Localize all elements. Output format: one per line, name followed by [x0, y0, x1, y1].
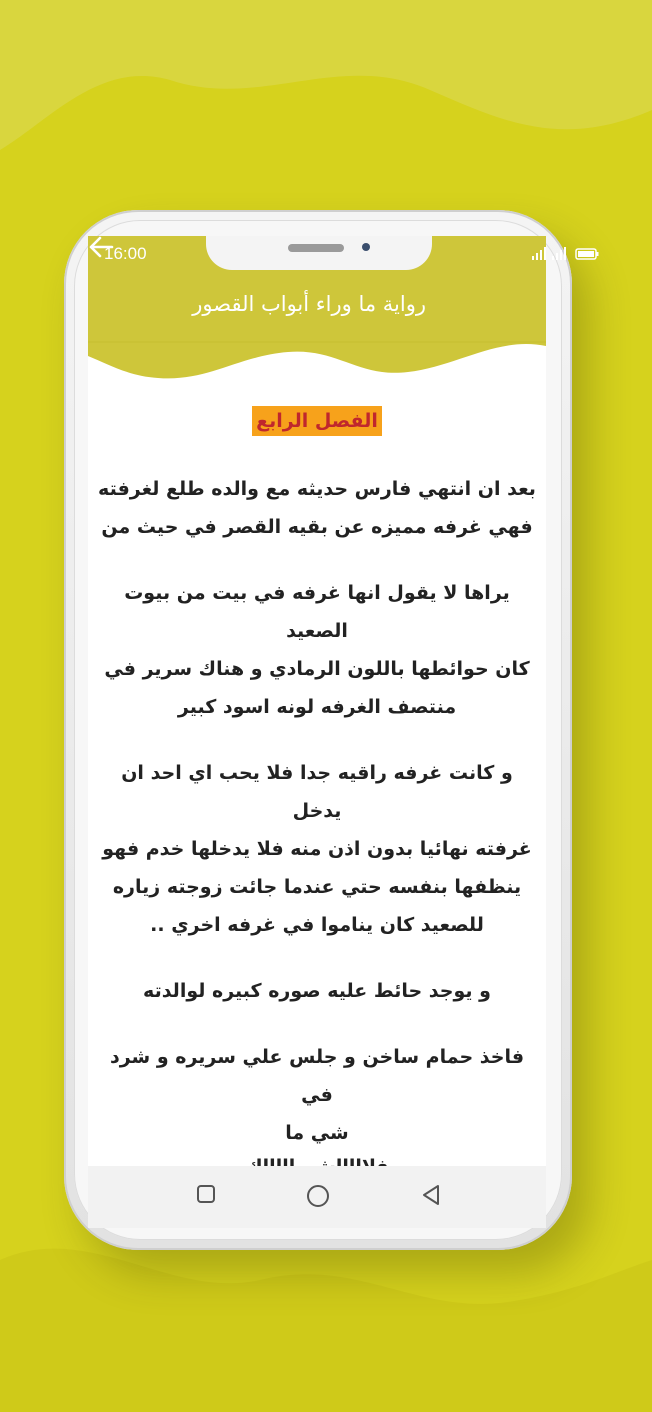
toolbar-title: رواية ما وراء أبواب القصور [192, 292, 426, 316]
paragraph: و يوجد حائط عليه صوره كبيره لوالدته [143, 980, 491, 1002]
speaker-grille [288, 244, 344, 252]
app-bar [88, 236, 546, 386]
chapter-title: الفصل الرابع [252, 406, 382, 436]
camera-notch [206, 236, 432, 270]
arrow-left-icon[interactable] [88, 236, 114, 258]
cut-off-line [88, 1148, 546, 1166]
recents-square-icon[interactable] [196, 1184, 216, 1204]
back-triangle-icon[interactable] [420, 1184, 442, 1206]
paragraph: و كانت غرفه راقيه جدا فلا يحب اي احد ان يدخل غرفته نهائيا بدون اذن منه فلا يدخلها خدم فهو ينظفها بنفسه حتي عندما جائت زوجته زياره للصعيد كان يناموا في غرفه اخري .. [102, 762, 532, 936]
chapter-content [88, 396, 546, 1166]
home-circle-icon[interactable] [306, 1184, 330, 1208]
status-time: 16:00 [104, 244, 147, 263]
signal-icon [532, 247, 546, 260]
battery-icon [576, 249, 599, 259]
front-camera [362, 243, 370, 251]
paragraph: يراها لا يقول انها غرفه في بيت من بيوت الصعيد كان حوائطها باللون الرمادي و هناك سرير في منتصف الغرفه لونه اسود كبير [104, 582, 530, 718]
signal-icon [552, 247, 566, 260]
paragraph: بعد ان انتهي فارس حديثه مع والده طلع لغرفته فهي غرفه مميزه عن بقيه القصر في حيث من [98, 478, 536, 538]
paragraph: فاخذ حمام ساخن و جلس علي سريره و شرد في شي ما [109, 1046, 525, 1144]
app-screen [88, 236, 546, 1166]
system-nav-bar [88, 1166, 546, 1228]
